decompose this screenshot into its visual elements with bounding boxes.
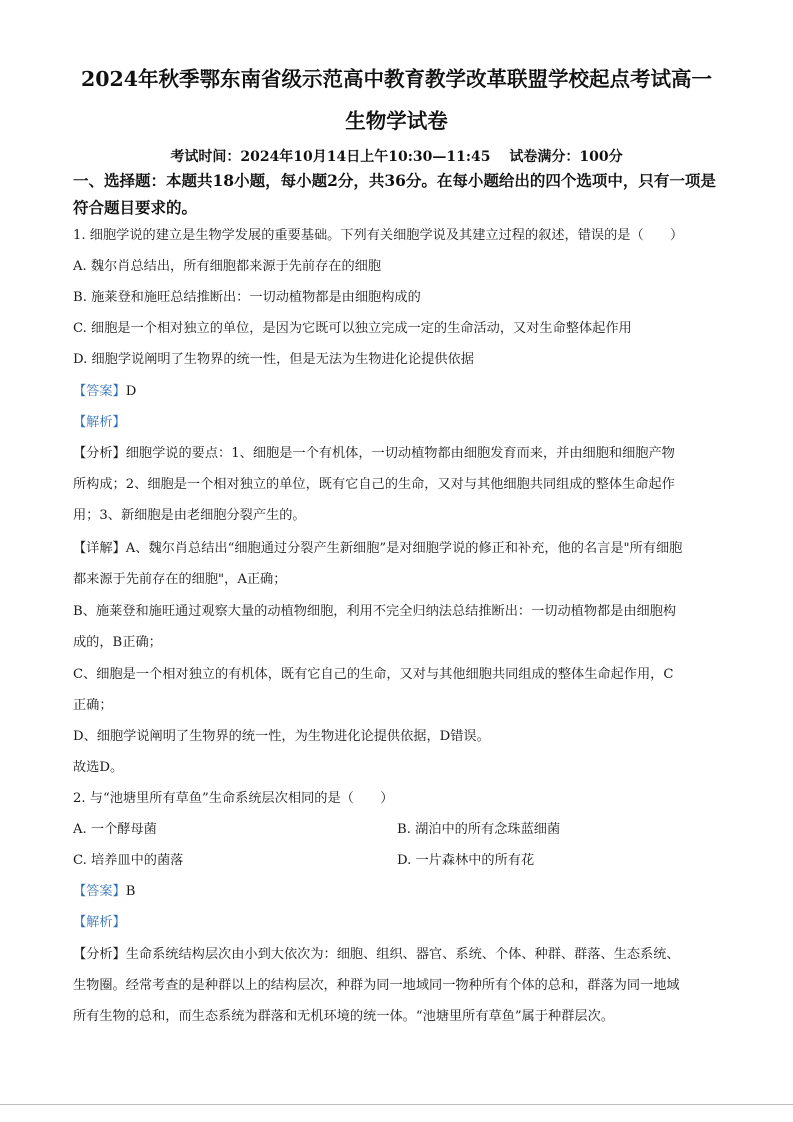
q1-xiangjie-line: 成的，B正确； xyxy=(73,635,162,650)
q2-answer xyxy=(73,880,135,899)
answer-value: B xyxy=(125,884,136,899)
q1-xiangjie-line: 正确； xyxy=(73,698,113,713)
answer-tag: 【答案】 xyxy=(73,384,126,399)
page-bottom-divider xyxy=(0,1104,793,1105)
q1-xiangjie-line: 都来源于先前存在的细胞"，A正确； xyxy=(73,572,287,587)
q1-fenxi-line xyxy=(73,442,675,461)
fenxi-tag: 【分析】 xyxy=(73,947,126,962)
q2-option-b: B. 湖泊中的所有念珠蓝细菌 xyxy=(397,822,561,837)
q2-analysis-tag: 【解析】 xyxy=(73,915,126,930)
fenxi-text: 生命系统结构层次由小到大依次为：细胞、组织、器官、系统、个体、种群、群落、生态系统、 xyxy=(125,947,680,962)
q1-option-b: B. 施莱登和施旺总结推断出：一切动植物都是由细胞构成的 xyxy=(73,290,421,305)
q1-option-d: D. 细胞学说阐明了生物界的统一性，但是无法为生物进化论提供依据 xyxy=(73,352,474,367)
exam-title-line1: 2024年秋季鄂东南省级示范高中教育教学改革联盟学校起点考试高一 xyxy=(80,67,713,91)
q1-option-c: C. 细胞是一个相对独立的单位，是因为它既可以独立完成一定的生命活动，又对生命整体起作用 xyxy=(73,321,632,336)
answer-tag: 【答案】 xyxy=(73,884,126,899)
xiangjie-text: A、魏尔肖总结出“细胞通过分裂产生新细胞”是对细胞学说的修正和补充，他的名言是"所有细胞 xyxy=(125,541,683,556)
q2-stem: 2. 与“池塘里所有草鱼”生命系统层次相同的是（ ） xyxy=(73,791,394,806)
exam-title-line2: 生物学试卷 xyxy=(345,109,448,133)
q1-answer xyxy=(73,380,136,399)
q1-analysis-tag: 【解析】 xyxy=(73,415,126,430)
q1-xiangjie-line: D、细胞学说阐明了生物界的统一性，为生物进化论提供依据，D错误。 xyxy=(73,729,490,744)
q2-option-c: C. 培养皿中的菌落 xyxy=(73,853,184,868)
q1-fenxi-line: 用；3、新细胞是由老细胞分裂产生的。 xyxy=(73,508,306,523)
fenxi-text: 细胞学说的要点：1、细胞是一个有机体，一切动植物都由细胞发育而来，并由细胞和细胞产物 xyxy=(125,446,675,461)
answer-value: D xyxy=(125,384,137,399)
q2-fenxi-line: 生物圈。经常考查的是种群以上的结构层次，种群为同一地域同一物种所有个体的总和，群落为同一地域 xyxy=(73,978,680,993)
q2-fenxi-line xyxy=(73,943,680,962)
fenxi-tag: 【分析】 xyxy=(73,446,126,461)
q1-xiangjie-line: C、细胞是一个相对独立的有机体，既有它自己的生命，又对与其他细胞共同组成的整体生命起作用，C xyxy=(73,667,674,682)
q1-option-a: A. 魏尔肖总结出，所有细胞都来源于先前存在的细胞 xyxy=(73,259,382,274)
xiangjie-tag: 【详解】 xyxy=(73,541,126,556)
q2-option-d: D. 一片森林中的所有花 xyxy=(397,853,535,868)
q1-stem: 1. 细胞学说的建立是生物学发展的重要基础。下列有关细胞学说及其建立过程的叙述，错误的是（ ） xyxy=(73,228,684,243)
q1-xiangjie-line xyxy=(73,537,682,556)
section1-heading: 一、选择题：本题共18小题，每小题2分，共36分。在每小题给出的四个选项中，只有一项是符合题目要求的。 xyxy=(73,171,716,217)
q2-option-a: A. 一个酵母菌 xyxy=(73,822,157,837)
q1-fenxi-line: 所构成；2、细胞是一个相对独立的单位，既有它自己的生命，又对与其他细胞共同组成的整体生命起作 xyxy=(73,477,675,492)
q1-conclusion: 故选D。 xyxy=(73,760,124,775)
q1-xiangjie-line: B、施莱登和施旺通过观察大量的动植物细胞，利用不完全归纳法总结推断出：一切动植物都是由细胞构 xyxy=(73,604,677,619)
exam-info: 考试时间：2024年10月14日上午10:30—11:45 试卷满分：100分 xyxy=(170,149,623,165)
q2-fenxi-line: 所有生物的总和，而生态系统为群落和无机环境的统一体。“池塘里所有草鱼”属于种群层次。 xyxy=(73,1009,614,1024)
